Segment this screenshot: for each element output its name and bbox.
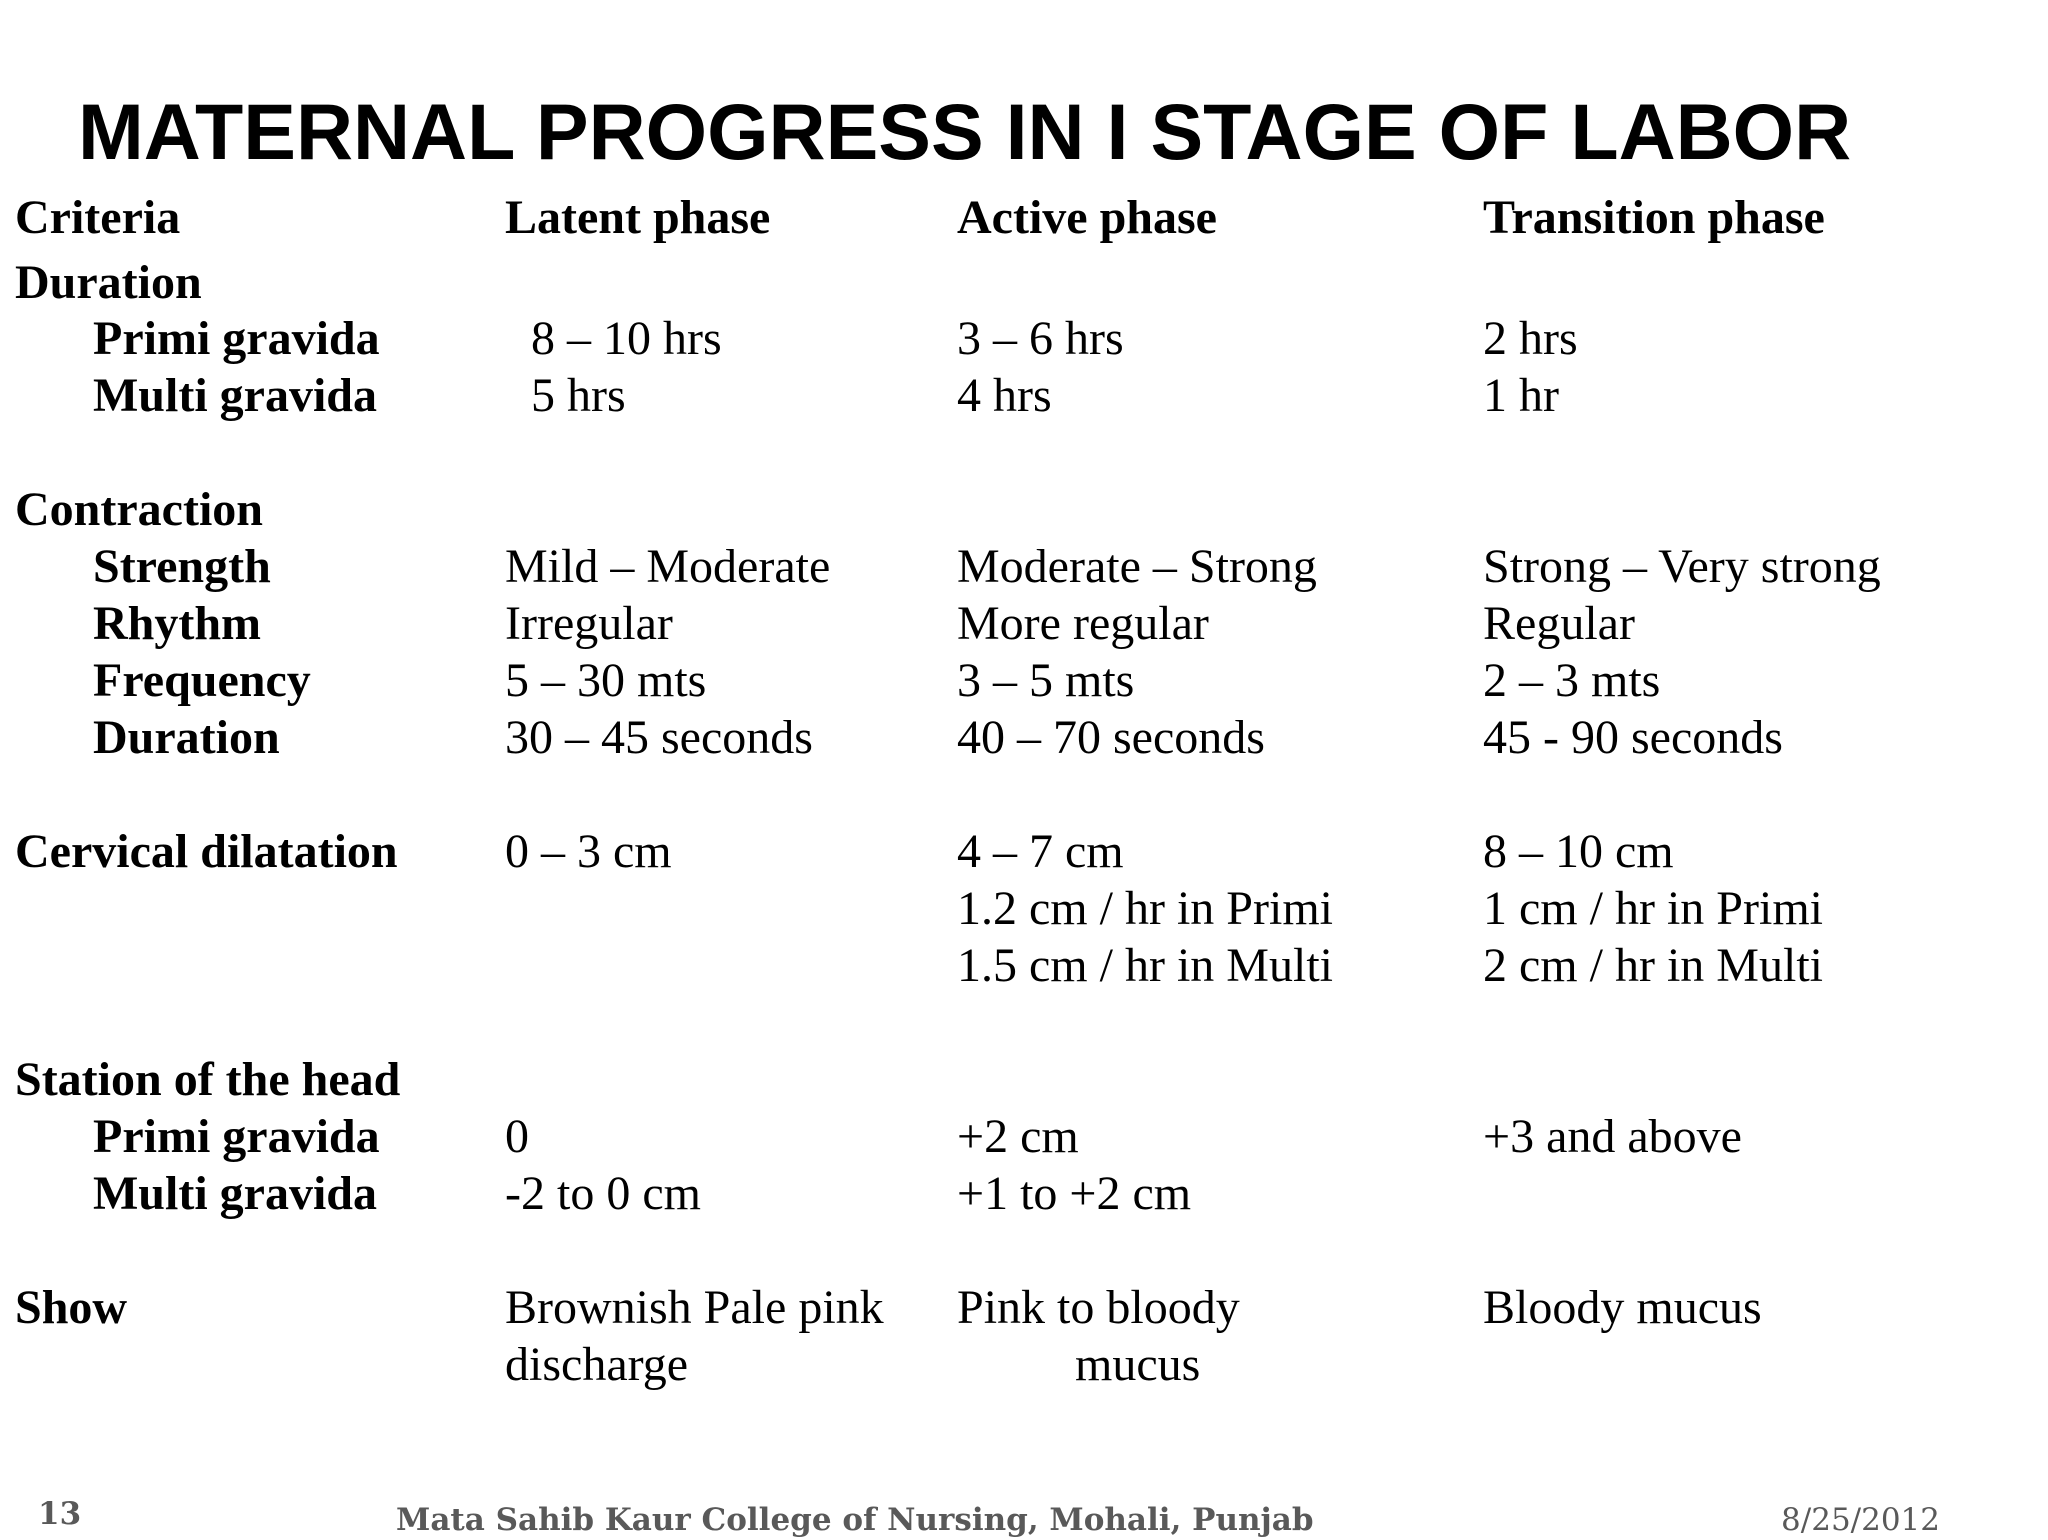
cell-frequency-latent: 5 – 30 mts bbox=[505, 654, 707, 707]
cell-rhythm-latent: Irregular bbox=[505, 597, 673, 650]
cell-rhythm-active: More regular bbox=[957, 597, 1209, 650]
footer-date: 8/25/2012 bbox=[1781, 1502, 1940, 1538]
cell-duration-primi-active: 3 – 6 hrs bbox=[957, 312, 1124, 365]
cell-cervical-active-multi-rate: 1.5 cm / hr in Multi bbox=[957, 939, 1333, 992]
section-contraction: Contraction bbox=[15, 483, 263, 536]
cell-station-primi-latent: 0 bbox=[505, 1110, 529, 1163]
header-transition-phase: Transition phase bbox=[1483, 191, 1825, 244]
header-active-phase: Active phase bbox=[957, 191, 1217, 244]
section-duration: Duration bbox=[15, 256, 202, 309]
row-label-rhythm: Rhythm bbox=[93, 597, 262, 650]
section-show: Show bbox=[15, 1281, 128, 1334]
cell-duration-multi-latent: 5 hrs bbox=[531, 369, 626, 422]
header-latent-phase: Latent phase bbox=[505, 191, 771, 244]
cell-duration-multi-active: 4 hrs bbox=[957, 369, 1052, 422]
cell-station-primi-active: +2 cm bbox=[957, 1110, 1079, 1163]
cell-rhythm-transition: Regular bbox=[1483, 597, 1635, 650]
row-label-frequency: Frequency bbox=[93, 654, 311, 707]
cell-contraction-duration-latent: 30 – 45 seconds bbox=[505, 711, 813, 764]
cell-cervical-latent: 0 – 3 cm bbox=[505, 825, 672, 878]
cell-contraction-duration-active: 40 – 70 seconds bbox=[957, 711, 1265, 764]
cell-contraction-duration-transition: 45 - 90 seconds bbox=[1483, 711, 1783, 764]
cell-station-multi-latent: -2 to 0 cm bbox=[505, 1167, 701, 1220]
cell-station-multi-active: +1 to +2 cm bbox=[957, 1167, 1192, 1220]
section-cervical-dilatation: Cervical dilatation bbox=[15, 825, 398, 878]
row-label-station-multi: Multi gravida bbox=[93, 1167, 377, 1220]
row-label-station-primi: Primi gravida bbox=[93, 1110, 380, 1163]
row-label-primi-gravida: Primi gravida bbox=[93, 312, 380, 365]
cell-strength-latent: Mild – Moderate bbox=[505, 540, 831, 593]
cell-duration-multi-transition: 1 hr bbox=[1483, 369, 1559, 422]
cell-cervical-transition-primi-rate: 1 cm / hr in Primi bbox=[1483, 882, 1823, 935]
cell-show-latent-line2: discharge bbox=[505, 1338, 689, 1391]
row-label-strength: Strength bbox=[93, 540, 271, 593]
slide-title: MATERNAL PROGRESS IN I STAGE OF LABOR bbox=[78, 87, 1852, 176]
section-station-of-head: Station of the head bbox=[15, 1053, 401, 1106]
cell-cervical-active-primi-rate: 1.2 cm / hr in Primi bbox=[957, 882, 1333, 935]
cell-strength-transition: Strong – Very strong bbox=[1483, 540, 1881, 593]
cell-show-transition: Bloody mucus bbox=[1483, 1281, 1762, 1334]
cell-show-latent-line1: Brownish Pale pink bbox=[505, 1281, 884, 1334]
cell-cervical-transition-multi-rate: 2 cm / hr in Multi bbox=[1483, 939, 1823, 992]
cell-station-primi-transition: +3 and above bbox=[1483, 1110, 1742, 1163]
cell-cervical-active-range: 4 – 7 cm bbox=[957, 825, 1124, 878]
row-label-contraction-duration: Duration bbox=[93, 711, 280, 764]
header-criteria: Criteria bbox=[15, 191, 181, 244]
cell-cervical-transition-range: 8 – 10 cm bbox=[1483, 825, 1674, 878]
cell-strength-active: Moderate – Strong bbox=[957, 540, 1317, 593]
cell-duration-primi-latent: 8 – 10 hrs bbox=[531, 312, 722, 365]
row-label-multi-gravida: Multi gravida bbox=[93, 369, 377, 422]
slide-number: 13 bbox=[38, 1496, 82, 1532]
cell-show-active-line2: mucus bbox=[1075, 1338, 1201, 1391]
cell-frequency-transition: 2 – 3 mts bbox=[1483, 654, 1661, 707]
cell-show-active-line1: Pink to bloody bbox=[957, 1281, 1240, 1334]
footer-institution: Mata Sahib Kaur College of Nursing, Mohali, Punjab bbox=[396, 1502, 1314, 1538]
cell-duration-primi-transition: 2 hrs bbox=[1483, 312, 1578, 365]
cell-frequency-active: 3 – 5 mts bbox=[957, 654, 1135, 707]
